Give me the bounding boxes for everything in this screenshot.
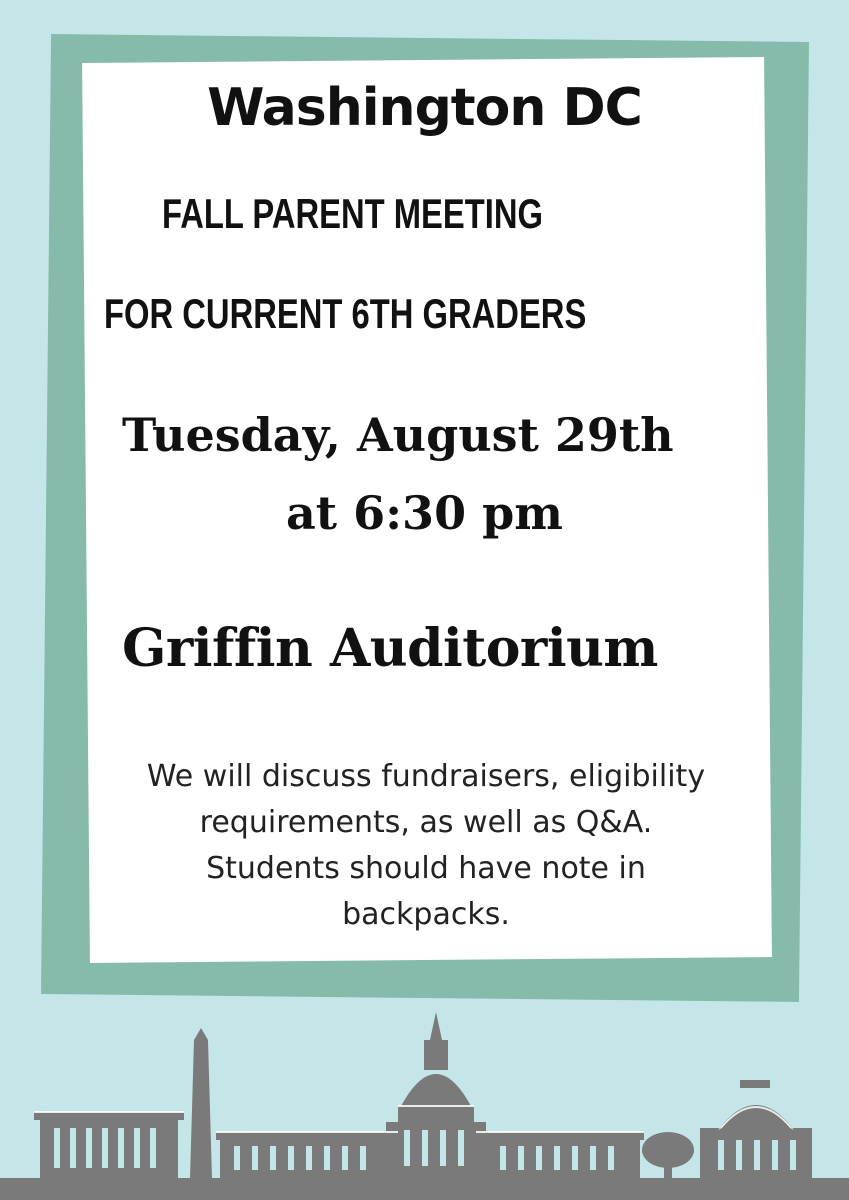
details-line-1: We will discuss fundraisers, eligibility [146, 759, 706, 794]
flyer-subtitle-line2: FOR CURRENT 6TH GRADERS [104, 290, 587, 337]
event-date: Tuesday, August 29th [122, 408, 674, 462]
washington-skyline-icon [0, 1010, 849, 1200]
flyer-subtitle-line1: FALL PARENT MEETING [162, 190, 544, 237]
details-line-4: backpacks. [342, 897, 510, 932]
event-details [96, 754, 756, 938]
flyer-title: Washington DC [207, 78, 642, 138]
event-time: at 6:30 pm [286, 486, 563, 540]
event-venue: Griffin Auditorium [122, 618, 658, 679]
details-line-2: requirements, as well as Q&A. [199, 805, 653, 840]
details-line-3: Students should have note in [206, 851, 646, 886]
